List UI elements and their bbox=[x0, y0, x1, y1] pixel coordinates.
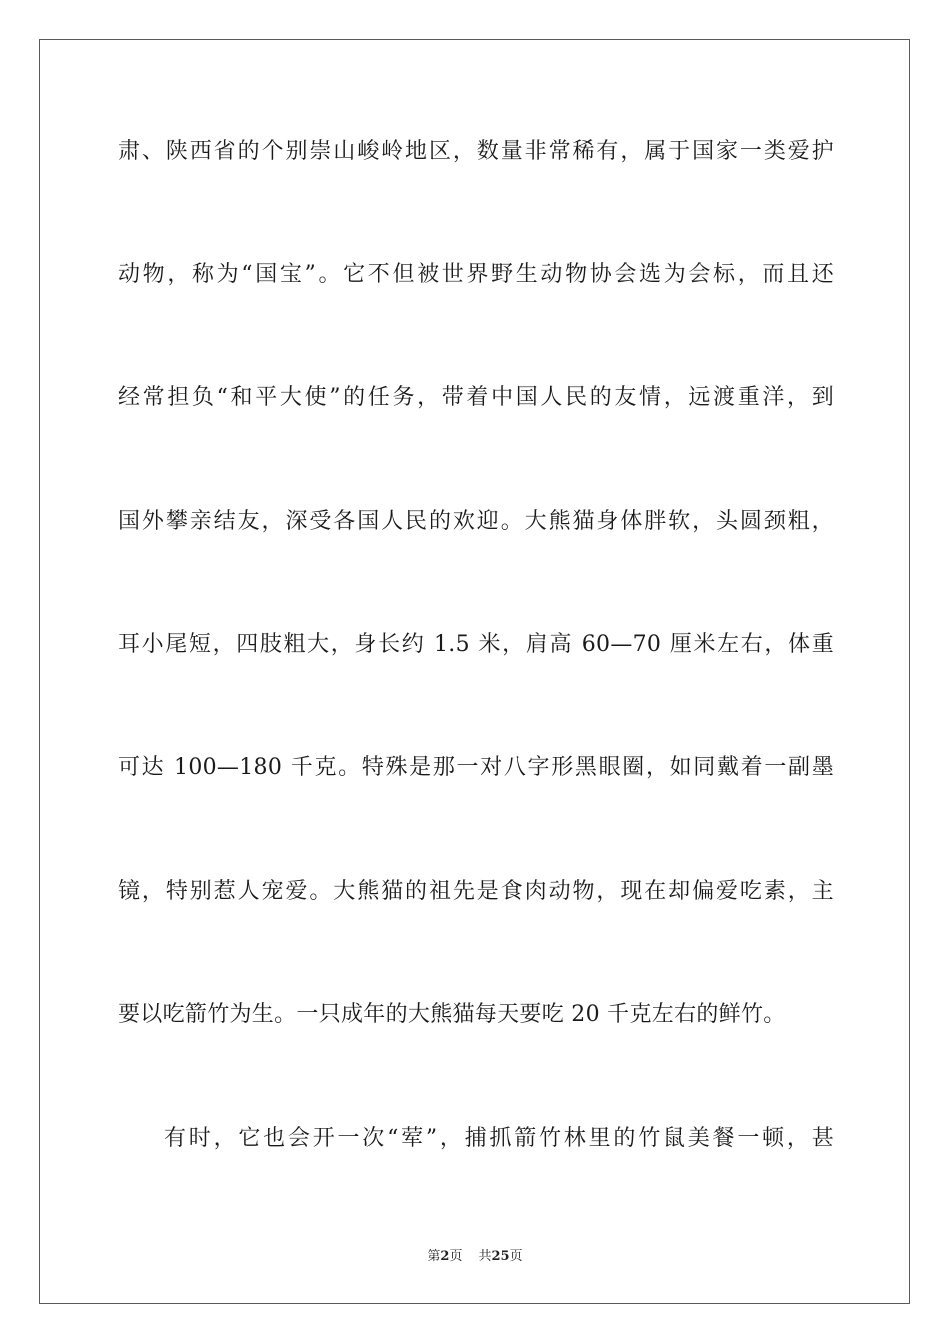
paragraph-first-line: 有时，它也会开一次“荤”，捕抓箭竹林里的竹鼠美餐一顿，甚 bbox=[164, 1126, 834, 1151]
text-line: 要以吃箭竹为生。一只成年的大熊猫每天要吃 20 千克左右的鲜竹。 bbox=[118, 1002, 786, 1027]
text-line: 国外攀亲结友，深受各国人民的欢迎。大熊猫身体胖软，头圆颈粗， bbox=[118, 509, 834, 534]
page-footer bbox=[0, 1248, 950, 1266]
total-label-prefix: 共 bbox=[478, 1249, 492, 1264]
text-line: 动物，称为“国宝”。它不但被世界野生动物协会选为会标，而且还 bbox=[118, 262, 834, 287]
page-label-prefix: 第 bbox=[427, 1249, 441, 1264]
text-line: 可达 100—180 千克。特殊是那一对八字形黑眼圈，如同戴着一副墨 bbox=[118, 755, 834, 780]
total-label-suffix: 页 bbox=[509, 1249, 523, 1264]
text-line: 经常担负“和平大使”的任务，带着中国人民的友情，远渡重洋，到 bbox=[118, 385, 834, 410]
page-border bbox=[39, 39, 910, 1304]
text-line: 肃、陕西省的个别崇山峻岭地区，数量非常稀有，属于国家一类爱护 bbox=[118, 139, 834, 164]
page-label-suffix: 页 bbox=[449, 1249, 463, 1264]
total-pages: 25 bbox=[491, 1249, 510, 1264]
page-number: 2 bbox=[440, 1249, 450, 1264]
text-line: 镜，特别惹人宠爱。大熊猫的祖先是食肉动物，现在却偏爱吃素，主 bbox=[118, 879, 834, 904]
text-line: 耳小尾短，四肢粗大，身长约 1.5 米，肩高 60—70 厘米左右，体重 bbox=[118, 632, 834, 657]
